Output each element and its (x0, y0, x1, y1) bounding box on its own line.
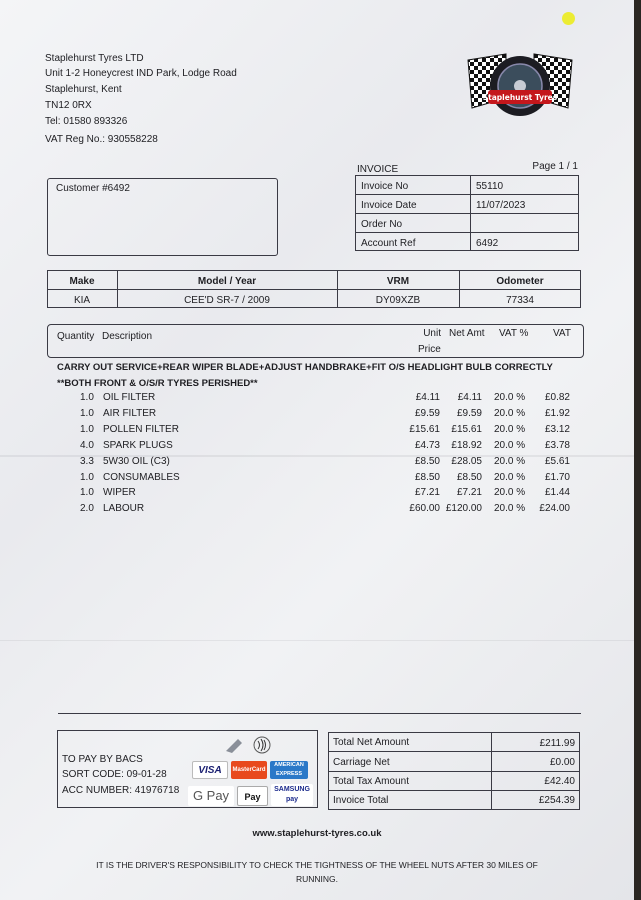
item-vat-percent: 20.0 % (494, 423, 526, 435)
item-vat-percent: 20.0 % (494, 407, 526, 419)
work-note-service: CARRY OUT SERVICE+REAR WIPER BLADE+ADJUST HANDBRAKE+FIT O/S HEADLIGHT BULB CORRECTLY (57, 362, 553, 373)
mastercard-logo: MasterCard (231, 761, 267, 779)
visa-logo: VISA (192, 761, 228, 779)
line-item-row (0, 503, 634, 519)
table-divider (491, 732, 492, 810)
net-amount-header: Net Amt (449, 328, 485, 339)
item-vat: £1.70 (544, 471, 570, 483)
company-logo (466, 50, 574, 124)
invoice-date-label: Invoice Date (361, 200, 417, 211)
line-item-row (0, 392, 634, 408)
quantity-header: Quantity (57, 331, 95, 342)
item-vat-percent: 20.0 % (494, 471, 526, 483)
sort-code: SORT CODE: 09-01-28 (62, 769, 167, 780)
item-net-amount: £7.21 (456, 487, 482, 499)
item-vat: £5.61 (544, 455, 570, 467)
item-unit-price: £4.73 (414, 439, 440, 451)
highlighter-mark (562, 12, 575, 25)
account-number: ACC NUMBER: 41976718 (62, 785, 180, 796)
item-quantity: 1.0 (80, 392, 94, 403)
item-net-amount: £8.50 (456, 471, 482, 483)
table-divider (328, 771, 580, 772)
order-no-label: Order No (361, 219, 403, 230)
logo-text: Staplehurst Tyres (482, 93, 558, 102)
item-unit-price: £4.11 (415, 392, 440, 403)
company-name: Staplehurst Tyres LTD (45, 53, 144, 64)
item-vat: £3.78 (544, 439, 570, 451)
line-item-row (0, 440, 634, 456)
carriage-net-label: Carriage Net (333, 757, 390, 768)
invoice-date-value: 11/07/2023 (476, 200, 526, 211)
item-net-amount: £15.61 (451, 423, 482, 435)
samsung-pay-logo: SAMSUNG pay (271, 784, 313, 806)
table-divider (355, 232, 579, 233)
company-tel: Tel: 01580 893326 (45, 116, 128, 127)
apple-pay-logo: Pay (237, 786, 268, 806)
item-net-amount: £120.00 (445, 503, 482, 515)
vat-header: VAT (553, 328, 571, 339)
line-item-row (0, 487, 634, 503)
footer-disclaimer-line2: RUNNING. (295, 874, 339, 884)
item-quantity: 2.0 (80, 503, 94, 515)
model-year-value: CEE'D SR-7 / 2009 (184, 295, 270, 306)
item-quantity: 1.0 (80, 407, 94, 419)
vat-percent-header: VAT % (499, 328, 529, 339)
item-unit-price: £8.50 (414, 455, 440, 467)
footer-disclaimer-line1: IT IS THE DRIVER'S RESPONSIBILITY TO CHECK THE TIGHTNESS OF THE WHEEL NUTS AFTER 30 MILES OF (96, 860, 538, 870)
website-link[interactable]: www.staplehurst-tyres.co.uk (252, 828, 382, 839)
table-divider (470, 175, 471, 251)
company-address-line1: Unit 1-2 Honeycrest IND Park, Lodge Road (45, 68, 237, 79)
item-unit-price: £7.21 (414, 487, 440, 499)
item-unit-price: £8.50 (414, 471, 440, 483)
account-ref-label: Account Ref (361, 238, 416, 249)
invoice-total-value: £254.39 (538, 795, 575, 806)
item-vat-percent: 20.0 % (494, 487, 526, 499)
item-description: 5W30 OIL (C3) (103, 455, 170, 467)
item-quantity: 1.0 (80, 471, 94, 483)
line-item-row (0, 472, 634, 488)
item-description: SPARK PLUGS (103, 439, 173, 451)
invoice-no-value: 55110 (476, 181, 504, 192)
item-vat-percent: 20.0 % (494, 455, 526, 467)
line-item-row (0, 456, 634, 472)
item-vat: £24.00 (539, 503, 570, 515)
item-description: POLLEN FILTER (103, 423, 179, 435)
item-description: LABOUR (103, 503, 145, 515)
item-vat: £1.92 (544, 407, 570, 419)
total-net-value: £211.99 (539, 738, 575, 749)
model-year-header: Model / Year (197, 276, 257, 287)
section-separator (58, 713, 581, 714)
table-divider (47, 289, 581, 290)
account-ref-value: 6492 (476, 238, 499, 249)
item-vat: £1.44 (544, 487, 570, 499)
table-divider (328, 751, 580, 752)
item-unit-price: £60.00 (409, 503, 440, 515)
table-divider (355, 213, 579, 214)
item-quantity: 1.0 (80, 423, 94, 435)
item-description: WIPER (103, 487, 136, 499)
invoice-total-label: Invoice Total (333, 795, 389, 806)
table-divider (328, 790, 580, 791)
item-unit-price: £9.59 (414, 407, 440, 419)
paper-crease (0, 640, 634, 641)
item-description: OIL FILTER (103, 392, 156, 403)
make-value: KIA (73, 295, 91, 306)
company-vat-reg: VAT Reg No.: 930558228 (45, 134, 158, 145)
unit-price-header-line1: Unit (423, 328, 441, 339)
item-description: CONSUMABLES (103, 471, 180, 483)
customer-label: Customer #6492 (56, 183, 130, 194)
line-item-row (0, 408, 634, 424)
total-tax-value: £42.40 (544, 776, 575, 787)
google-pay-logo: G Pay (188, 786, 234, 806)
description-header: Description (102, 331, 153, 342)
odometer-value: 77334 (506, 295, 534, 306)
item-net-amount: £9.59 (456, 407, 482, 419)
total-net-label: Total Net Amount (333, 737, 410, 748)
item-description: AIR FILTER (103, 407, 157, 419)
contactless-payment-icon (222, 735, 282, 755)
unit-price-header-line2: Price (418, 344, 441, 355)
odometer-header: Odometer (496, 276, 544, 287)
item-unit-price: £15.61 (409, 423, 440, 435)
item-vat: £0.82 (544, 392, 570, 403)
make-header: Make (69, 276, 95, 287)
item-quantity: 1.0 (80, 487, 94, 499)
bacs-heading: TO PAY BY BACS (62, 754, 143, 765)
item-vat-percent: 20.0 % (494, 439, 526, 451)
vrm-value: DY09XZB (375, 295, 421, 306)
vrm-header: VRM (386, 276, 410, 287)
carriage-net-value: £0.00 (549, 757, 575, 768)
item-vat-percent: 20.0 % (494, 392, 526, 403)
invoice-heading: INVOICE (357, 164, 399, 175)
invoice-no-label: Invoice No (361, 181, 409, 192)
item-quantity: 3.3 (80, 455, 94, 467)
total-tax-label: Total Tax Amount (333, 776, 409, 787)
work-note-tyres: **BOTH FRONT & O/S/R TYRES PERISHED** (57, 378, 258, 389)
company-postcode: TN12 0RX (45, 100, 92, 111)
item-vat-percent: 20.0 % (494, 503, 526, 515)
item-vat: £3.12 (544, 423, 570, 435)
line-item-row (0, 424, 634, 440)
table-divider (355, 194, 579, 195)
amex-logo: AMERICAN EXPRESS (270, 761, 308, 779)
item-net-amount: £18.92 (451, 439, 482, 451)
item-net-amount: £4.11 (457, 392, 482, 403)
item-quantity: 4.0 (80, 439, 94, 451)
item-net-amount: £28.05 (451, 455, 482, 467)
page-number: Page 1 / 1 (532, 161, 578, 172)
company-address-line2: Staplehurst, Kent (45, 84, 122, 95)
